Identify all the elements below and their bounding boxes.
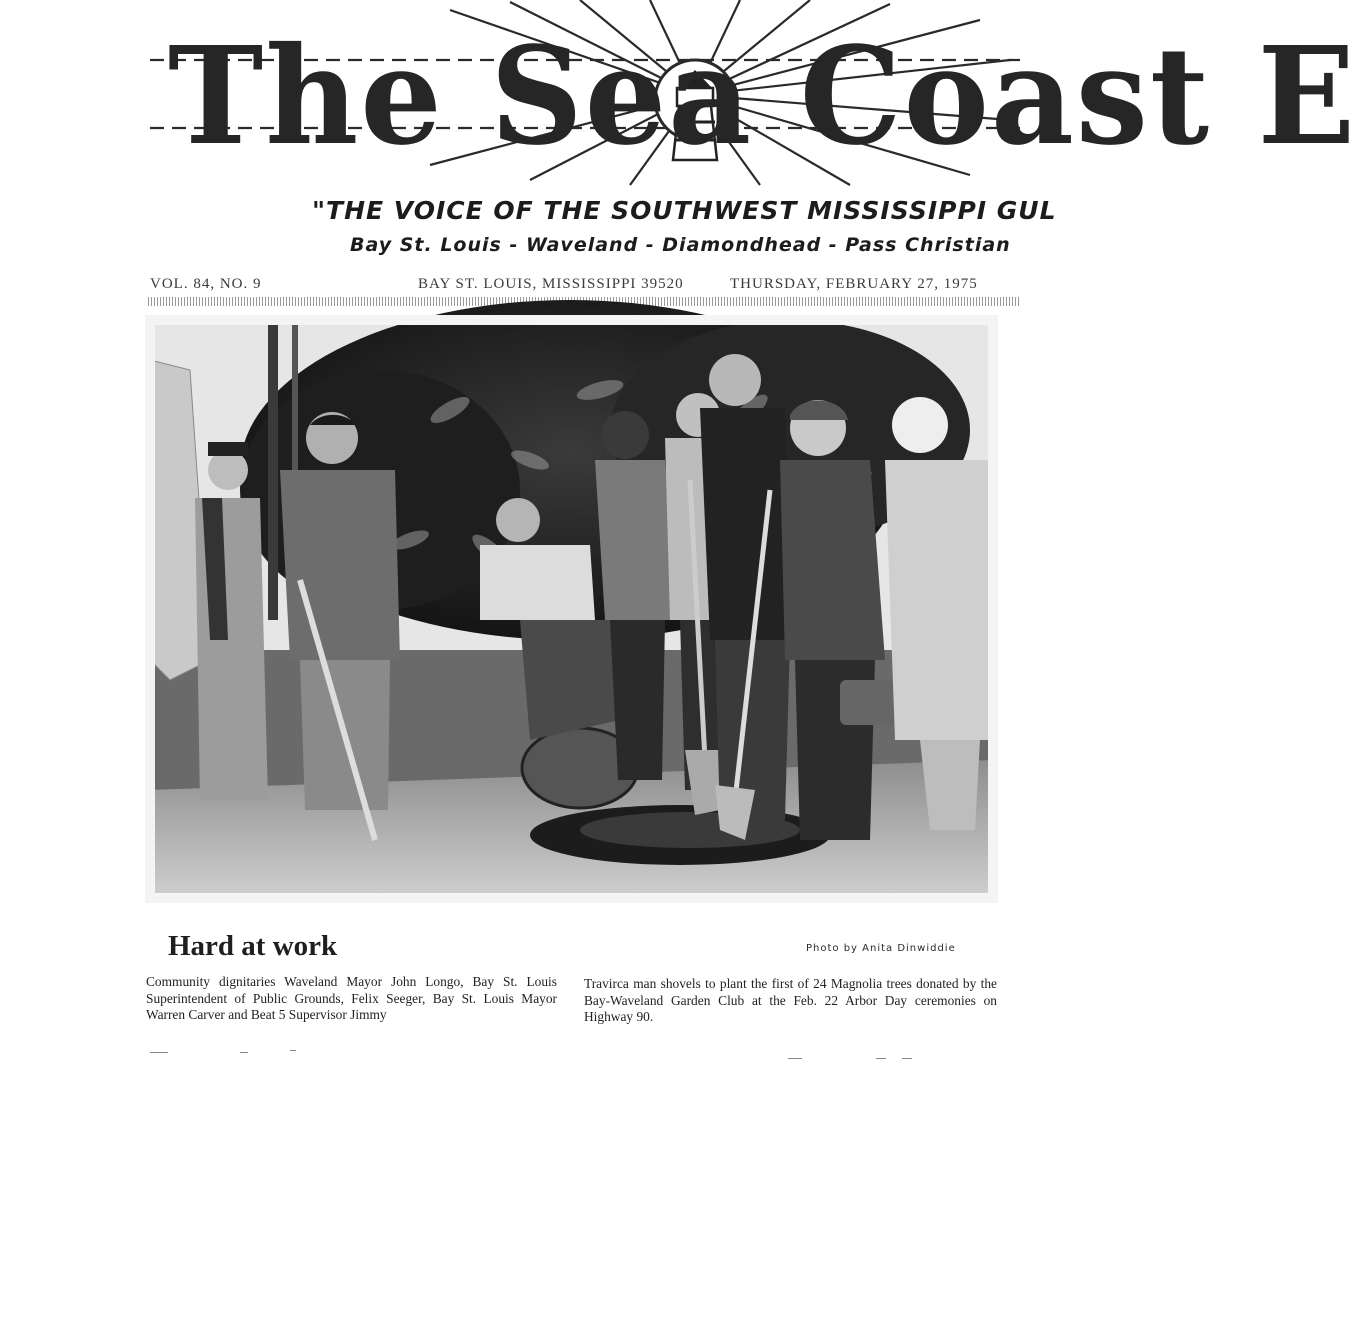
dateline-place: BAY ST. LOUIS, MISSISSIPPI 39520: [418, 276, 684, 292]
masthead: [150, 0, 1357, 190]
dateline-date: THURSDAY, FEBRUARY 27, 1975: [730, 276, 978, 292]
masthead-motto: "THE VOICE OF THE SOUTHWEST MISSISSIPPI GUL: [312, 196, 1057, 225]
news-photo: [150, 320, 993, 898]
dateline: [148, 272, 1020, 298]
volume-number: VOL. 84, NO. 9: [150, 276, 262, 292]
article-headline: Hard at work: [168, 930, 338, 962]
caption-right-column: Travirca man shovels to plant the first of 24 Magnolia trees donated by the Bay-Waveland Garden Club at the Feb. 22 Arbor Day ceremonies on Highway 90.: [584, 976, 997, 1024]
nameplate: The Sea Coast E: [168, 18, 1357, 176]
caption-left-column: Community dignitaries Waveland Mayor John Longo, Bay St. Louis Superintendent of Public Grounds, Felix Seeger, Bay St. Louis Mayor Warren Carver and Beat 5 Supervisor Jimmy: [146, 974, 557, 1022]
masthead-towns: Bay St. Louis - Waveland - Diamondhead - Pass Christian: [350, 234, 1011, 256]
photo-credit: Photo by Anita Dinwiddie: [806, 943, 956, 954]
